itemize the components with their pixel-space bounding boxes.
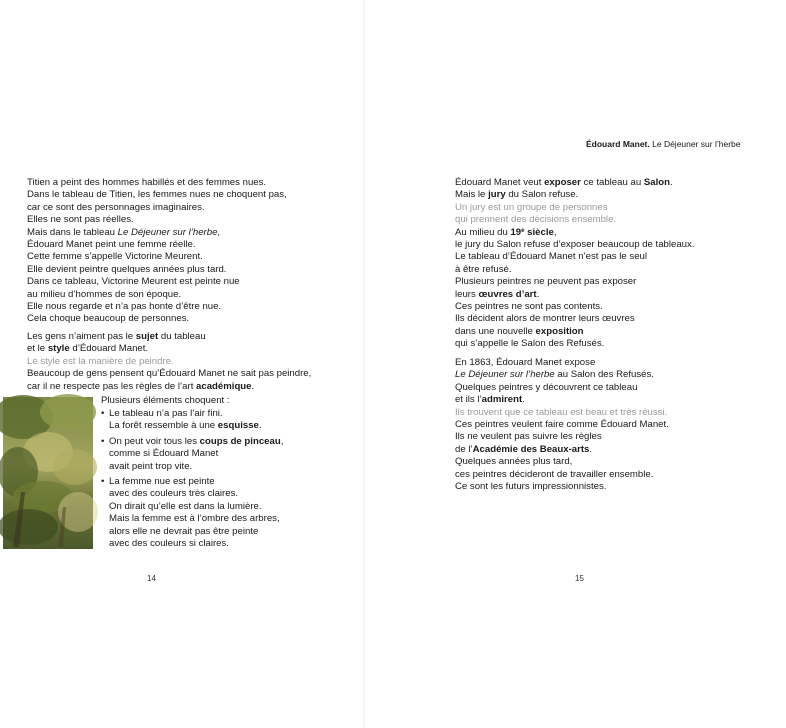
keyword: 19e siècle bbox=[510, 226, 554, 238]
text-line: Quelques années plus tard, bbox=[455, 456, 573, 468]
text-line: Titien a peint des hommes habillés et des femmes nues. bbox=[27, 177, 267, 188]
text-line: ces peintres décideront de travailler ensemble. bbox=[455, 468, 654, 480]
left-paragraph-1 bbox=[27, 177, 287, 326]
keyword: œuvres d’art bbox=[478, 288, 537, 300]
keyword: académique bbox=[196, 380, 252, 392]
keyword: Salon bbox=[643, 177, 670, 188]
text-line: Ils décident alors de montrer leurs œuvres bbox=[455, 313, 635, 325]
text-line: car il ne respecte pas les règles de l’art académique. bbox=[27, 380, 255, 392]
text-line: et ils l’admirent. bbox=[455, 394, 525, 406]
text-line: Mais le jury du Salon refuse. bbox=[455, 189, 579, 201]
page-number-right: 15 bbox=[575, 574, 584, 583]
running-header-title: Le Déjeuner sur l’herbe bbox=[649, 139, 741, 149]
text-line: car ce sont des personnages imaginaires. bbox=[27, 201, 205, 213]
keyword: exposer bbox=[544, 177, 581, 188]
definition-line: Un jury est un groupe de personnes bbox=[455, 201, 608, 213]
text-line: Beaucoup de gens pensent qu’Édouard Manet ne sait pas peindre, bbox=[27, 368, 312, 380]
keyword: style bbox=[47, 343, 70, 355]
text-line: Elle devient peintre quelques années plus tard. bbox=[27, 263, 227, 275]
right-paragraph-1 bbox=[455, 177, 694, 351]
text-line: leurs œuvres d’art. bbox=[455, 288, 540, 300]
text-line: Elle nous regarde et n’a pas honte d’être nue. bbox=[27, 301, 222, 313]
text-line: au milieu d’hommes de son époque. bbox=[27, 288, 182, 300]
list-item: • Le tableau n’a pas l’air fini. La forêt ressemble à une esquisse. bbox=[101, 408, 283, 433]
text-line: Le tableau d’Édouard Manet n’est pas le seul bbox=[455, 251, 648, 263]
text-line: Cette femme s’appelle Victorine Meurent. bbox=[27, 251, 203, 263]
foliage-illustration bbox=[3, 397, 93, 549]
artwork-title: Le Déjeuner sur l’herbe bbox=[117, 226, 218, 238]
running-header-author: Édouard Manet. bbox=[586, 139, 650, 149]
list-intro: Plusieurs éléments choquent : bbox=[101, 395, 230, 406]
text-line: Ils ne veulent pas suivre les règles bbox=[455, 431, 602, 443]
text-line: Dans ce tableau, Victorine Meurent est peinte nue bbox=[27, 276, 240, 288]
keyword: sujet bbox=[135, 331, 159, 342]
text-line: à être refusé. bbox=[455, 263, 512, 275]
text-line: le jury du Salon refuse d’exposer beaucoup de tableaux. bbox=[455, 239, 695, 251]
definition-line: Le style est la manière de peindre. bbox=[27, 355, 174, 367]
keyword: admirent bbox=[481, 394, 523, 406]
list-item: • On peut voir tous les coups de pinceau, comme si Édouard Manet avait peint trop vite. bbox=[101, 436, 283, 473]
text-line: qui s’appelle le Salon des Refusés. bbox=[455, 338, 605, 350]
text-line: dans une nouvelle exposition bbox=[455, 325, 584, 337]
definition-line: Ils trouvent que ce tableau est beau et très réussi. bbox=[455, 406, 668, 418]
list-item: • La femme nue est peinte avec des couleurs très claires. On dirait qu’elle est dans la lumière. Mais la femme est à l’ombre des arbres, alors elle ne devrait pas être peinte avec des couleurs si claires. bbox=[101, 476, 283, 550]
keyword: exposition bbox=[535, 325, 584, 337]
definition-line: qui prennent des décisions ensemble. bbox=[455, 214, 617, 226]
text-line: Au milieu du 19e siècle, bbox=[455, 226, 557, 238]
keyword: esquisse bbox=[217, 420, 259, 432]
text-line: et le style d’Édouard Manet. bbox=[27, 343, 149, 355]
text-line: Elles ne sont pas réelles. bbox=[27, 214, 134, 226]
page-number-left: 14 bbox=[147, 574, 156, 583]
text-line: Plusieurs peintres ne peuvent pas exposer bbox=[455, 276, 637, 288]
running-header bbox=[586, 139, 786, 149]
text-line: Édouard Manet veut exposer ce tableau au Salon. bbox=[455, 177, 673, 188]
book-gutter bbox=[362, 0, 366, 728]
text-line: Dans le tableau de Titien, les femmes nues ne choquent pas, bbox=[27, 189, 287, 201]
text-line: Mais dans le tableau Le Déjeuner sur l’herbe, bbox=[27, 226, 221, 238]
text-line: de l’Académie des Beaux-arts. bbox=[455, 443, 593, 455]
text-line: Édouard Manet peint une femme réelle. bbox=[27, 239, 196, 251]
bullet-list bbox=[101, 408, 283, 553]
text-line: Quelques peintres y découvrent ce tableau bbox=[455, 381, 638, 393]
text-line: Ces peintres veulent faire comme Édouard Manet. bbox=[455, 419, 669, 431]
right-paragraph-2 bbox=[455, 357, 669, 493]
keyword: jury bbox=[488, 189, 506, 201]
keyword: coups de pinceau bbox=[199, 435, 281, 447]
text-line: En 1863, Édouard Manet expose bbox=[455, 357, 596, 368]
text-line: Cela choque beaucoup de personnes. bbox=[27, 313, 190, 325]
text-line: Ces peintres ne sont pas contents. bbox=[455, 301, 603, 313]
painting-detail-image bbox=[3, 397, 93, 549]
keyword: Académie des Beaux-arts bbox=[472, 443, 590, 455]
artwork-title: Le Déjeuner sur l’herbe bbox=[455, 369, 555, 381]
text-line: Ce sont les futurs impressionnistes. bbox=[455, 481, 607, 493]
text-line: Les gens n’aiment pas le sujet du tableau bbox=[27, 331, 206, 342]
left-paragraph-2 bbox=[27, 331, 311, 393]
text-line: Le Déjeuner sur l’herbe au Salon des Refusés. bbox=[455, 369, 654, 381]
